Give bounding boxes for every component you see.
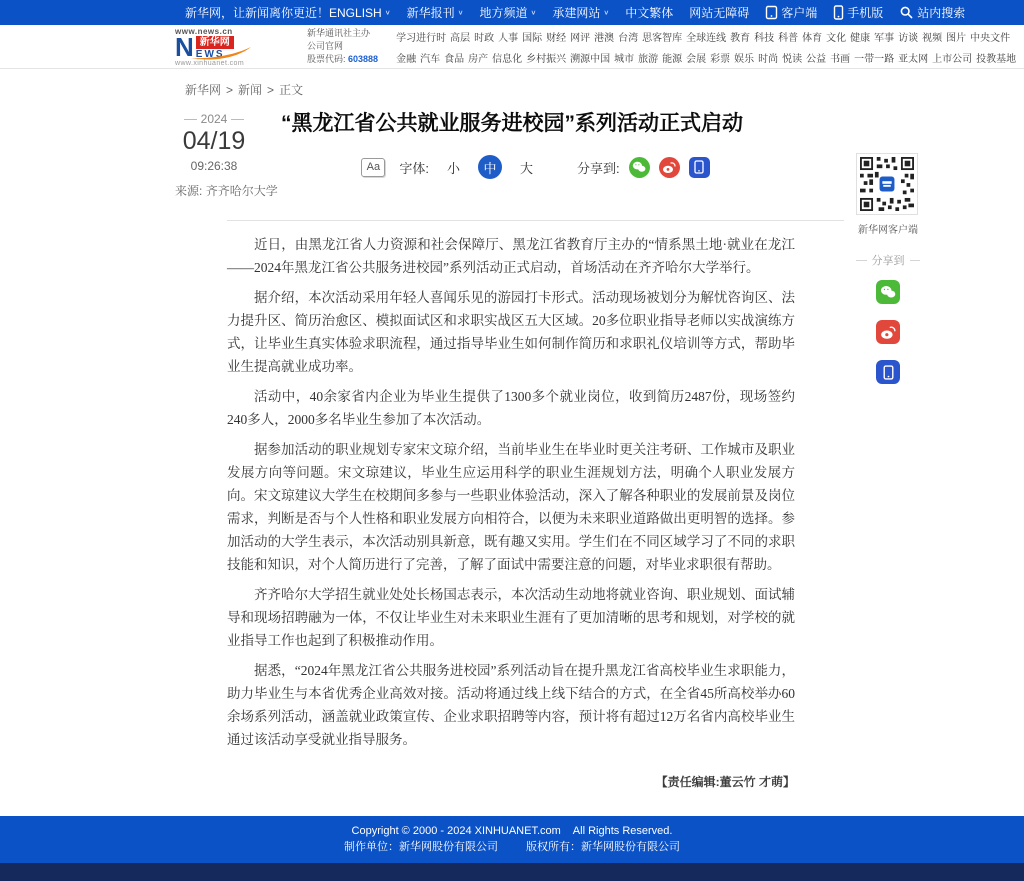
menu-traditional-chinese[interactable]: 中文繁体 bbox=[625, 6, 674, 20]
nav-row-1 bbox=[396, 29, 1011, 44]
copyright-line: Copyright © 2000 - 2024 XINHUANET.com All Rights Reserved. bbox=[351, 825, 673, 837]
nav-link[interactable]: 乡村振兴 bbox=[526, 53, 567, 65]
logo-chinese-name: 新华网 bbox=[196, 36, 234, 49]
nav-link[interactable]: 时政 bbox=[474, 32, 495, 44]
article-time: 09:26:38 bbox=[190, 159, 238, 173]
nav-link[interactable]: 高层 bbox=[450, 32, 471, 44]
article-tools bbox=[227, 155, 844, 179]
topbar-menus bbox=[329, 4, 965, 21]
article-date-block bbox=[175, 112, 278, 199]
nav-link[interactable]: 食品 bbox=[444, 53, 465, 65]
nav-link[interactable]: 文化 bbox=[826, 32, 847, 44]
nav-link[interactable]: 中央文件 bbox=[970, 32, 1011, 44]
chevron-down-icon: ∨ bbox=[530, 8, 537, 17]
logo-letter-n: N bbox=[175, 31, 194, 62]
menu-accessibility[interactable]: 网站无障碍 bbox=[689, 6, 750, 20]
logo-swoosh-icon bbox=[189, 46, 253, 60]
share-group bbox=[577, 157, 710, 178]
nav-link[interactable]: 健康 bbox=[850, 32, 871, 44]
article-body bbox=[227, 233, 795, 790]
article-date: 04/19 bbox=[182, 127, 246, 155]
client-app-button[interactable]: 客户端 bbox=[765, 4, 817, 21]
nav-link[interactable]: 港澳 bbox=[594, 32, 615, 44]
producer-line: 制作单位：新华网股份有限公司 版权所有：新华网股份有限公司 bbox=[344, 841, 680, 853]
article-paragraph: 齐齐哈尔大学招生就业处处长杨国志表示，本次活动生动地将就业咨询、职业规划、面试辅导和现场招聘融为一体，不仅让毕业生对未来职业生涯有了更加清晰的思考和规划，对学校的就业指导工作也起到了积极推动作用。 bbox=[227, 587, 795, 648]
logo-url-bottom: www.xinhuanet.com bbox=[175, 59, 245, 67]
site-search-button[interactable]: 站内搜索 bbox=[899, 4, 965, 21]
breadcrumb bbox=[185, 81, 1024, 98]
nav-link[interactable]: 财经 bbox=[546, 32, 567, 44]
wechat-icon bbox=[880, 285, 896, 299]
nav-link[interactable]: 汽车 bbox=[420, 53, 441, 65]
menu-hosted-sites[interactable]: 承建网站 ∨ bbox=[552, 6, 610, 20]
nav-link[interactable]: 教育 bbox=[730, 32, 751, 44]
nav-link[interactable]: 信息化 bbox=[492, 53, 523, 65]
nav-link[interactable]: 上市公司 bbox=[932, 53, 973, 65]
breadcrumb-separator: > bbox=[226, 82, 234, 97]
breadcrumb-current: 正文 bbox=[279, 83, 304, 97]
nav-link[interactable]: 时尚 bbox=[758, 53, 779, 65]
nav-link[interactable]: 溯源中国 bbox=[570, 53, 611, 65]
category-nav bbox=[396, 29, 1017, 65]
nav-link[interactable]: 金融 bbox=[396, 53, 417, 65]
weibo-icon bbox=[662, 161, 676, 174]
phone-icon bbox=[833, 5, 844, 20]
nav-link[interactable]: 思客智库 bbox=[642, 32, 683, 44]
title-divider bbox=[227, 220, 844, 221]
org-line-official: 公司官网 bbox=[307, 41, 344, 51]
font-large-button[interactable]: 大 bbox=[520, 160, 534, 176]
topbar bbox=[0, 0, 1024, 25]
nav-link[interactable]: 悦读 bbox=[782, 53, 803, 65]
article-paragraph: 据悉，“2024年黑龙江省公共服务进校园”系列活动旨在提升黑龙江省高校毕业生求职能力，助力毕业生与本省优秀企业高效对接。活动将通过线上线下结合的方式，在全省45所高校举办60余场系列活动，涵盖就业政策宣传、企业求职招聘等内容，预计将有超过12万名省内高校毕业生通过该活动享受就业指导服务。 bbox=[227, 663, 795, 747]
app-qr-code bbox=[856, 153, 918, 215]
nav-link[interactable]: 网评 bbox=[570, 32, 591, 44]
sidebar-share-title: 分享到 bbox=[856, 252, 920, 268]
menu-english[interactable]: ENGLISH ∨ bbox=[329, 5, 391, 20]
breadcrumb-separator: > bbox=[267, 82, 275, 97]
nav-link[interactable]: 军事 bbox=[874, 32, 895, 44]
nav-link[interactable]: 图片 bbox=[946, 32, 967, 44]
nav-link[interactable]: 书画 bbox=[830, 53, 851, 65]
nav-link[interactable]: 会展 bbox=[686, 53, 707, 65]
font-medium-button[interactable]: 中 bbox=[478, 155, 502, 179]
nav-link[interactable]: 人事 bbox=[498, 32, 519, 44]
logo-url-top: www.news.cn bbox=[175, 26, 233, 36]
tablet-icon bbox=[765, 5, 778, 20]
nav-link[interactable]: 科技 bbox=[754, 32, 775, 44]
app-share-button[interactable] bbox=[689, 157, 710, 178]
xinhuanet-logo[interactable] bbox=[175, 27, 293, 67]
nav-link[interactable]: 学习进行时 bbox=[396, 32, 447, 44]
article-paragraph: 近日，由黑龙江省人力资源和社会保障厅、黑龙江省教育厅主办的“情系黑土地·就业在龙江——2024年黑龙江省公共服务进校园”系列活动正式启动，首场活动在齐齐哈尔大学举行。 bbox=[227, 237, 795, 275]
nav-link[interactable]: 一带一路 bbox=[854, 53, 895, 65]
stock-line: 股票代码: 603888 bbox=[307, 54, 379, 64]
phone-icon bbox=[883, 365, 894, 380]
main-content bbox=[0, 69, 1024, 816]
weibo-icon bbox=[880, 325, 896, 340]
org-line-sponsor: 新华通讯社主办 bbox=[307, 28, 371, 38]
weibo-share-button[interactable] bbox=[876, 320, 900, 344]
right-sidebar bbox=[856, 153, 920, 384]
nav-link[interactable]: 体育 bbox=[802, 32, 823, 44]
wechat-share-button[interactable] bbox=[876, 280, 900, 304]
article-source: 来源: 齐齐哈尔大学 bbox=[175, 184, 278, 198]
nav-link[interactable]: 视频 bbox=[922, 32, 943, 44]
article-paragraph: 据参加活动的职业规划专家宋文琼介绍，当前毕业生在毕业时更关注考研、工作城市及职业发展方向等问题。宋文琼建议，毕业生应运用科学的职业生涯规划方法，明确个人职业发展方向。宋文琼建议大学生在校期间多参与一些职业体验活动，深入了解各种职业的发展前景及岗位需求，判断是否与个人性格和职业发展方向相符合，以便为未来职业道路做出更明智的选择。参加活动的大学生表示，本次活动别具新意，既有趣又实用。学生们在不同区域学习了不同的求职技能和知识，对个人简历进行了完善，了解了面试中需要注意的问题，对毕业求职很有帮助。 bbox=[227, 442, 795, 572]
font-size-icon: Aa bbox=[361, 158, 385, 177]
article-title: “黑龙江省公共就业服务进校园”系列活动正式启动 bbox=[281, 112, 743, 135]
wechat-icon bbox=[632, 161, 646, 173]
share-label: 分享到: bbox=[577, 160, 620, 176]
qr-code-image bbox=[860, 157, 914, 211]
nav-link[interactable]: 访谈 bbox=[898, 32, 919, 44]
qr-caption: 新华网客户端 bbox=[858, 225, 918, 236]
breadcrumb-home[interactable]: 新华网 bbox=[185, 83, 222, 97]
article-paragraph: 据介绍，本次活动采用年轻人喜闻乐见的游园打卡形式。活动现场被划分为解忧咨询区、法力提升区、简历治愈区、模拟面试区和求职实战区五大区域。20多位职业指导老师以实战演练方式，让毕业生真实体验求职流程，通过指导毕业生如何制作简历和求职礼仪培训等方式，帮助毕业生提高就业成功率。 bbox=[227, 290, 795, 374]
breadcrumb-news[interactable]: 新闻 bbox=[238, 83, 263, 97]
wechat-share-button[interactable] bbox=[629, 157, 650, 178]
nav-link[interactable]: 城市 bbox=[614, 53, 635, 65]
nav-link[interactable]: 旅游 bbox=[638, 53, 659, 65]
menu-local-channels[interactable]: 地方频道 ∨ bbox=[479, 6, 537, 20]
chevron-down-icon: ∨ bbox=[603, 8, 610, 17]
logo-ews-text: EWS bbox=[195, 48, 225, 60]
article-year: 2024 bbox=[200, 112, 228, 126]
nav-link[interactable]: 彩票 bbox=[710, 53, 731, 65]
nav-link[interactable]: 房产 bbox=[468, 53, 489, 65]
nav-row-2 bbox=[396, 50, 1017, 65]
chevron-down-icon: ∨ bbox=[457, 8, 464, 17]
site-header bbox=[0, 25, 1024, 69]
nav-link[interactable]: 娱乐 bbox=[734, 53, 755, 65]
nav-link[interactable]: 亚太网 bbox=[898, 53, 929, 65]
sidebar-share-icons bbox=[856, 280, 920, 384]
footer-bottom-strip bbox=[0, 863, 1024, 881]
nav-link[interactable]: 科普 bbox=[778, 32, 799, 44]
stock-code: 603888 bbox=[348, 54, 379, 64]
mobile-version-button[interactable]: 手机版 bbox=[833, 4, 883, 21]
nav-link[interactable]: 全球连线 bbox=[686, 32, 727, 44]
chevron-down-icon: ∨ bbox=[384, 8, 391, 17]
nav-link[interactable]: 台湾 bbox=[618, 32, 639, 44]
nav-link[interactable]: 国际 bbox=[522, 32, 543, 44]
weibo-share-button[interactable] bbox=[659, 157, 680, 178]
nav-link[interactable]: 投教基地 bbox=[976, 53, 1017, 65]
app-share-button[interactable] bbox=[876, 360, 900, 384]
org-info bbox=[307, 27, 378, 66]
font-size-label: 字体: bbox=[399, 160, 429, 176]
nav-link[interactable]: 公益 bbox=[806, 53, 827, 65]
font-small-button[interactable]: 小 bbox=[446, 160, 460, 176]
menu-xinhua-press[interactable]: 新华报刊 ∨ bbox=[406, 6, 464, 20]
phone-icon bbox=[694, 160, 704, 174]
search-icon bbox=[899, 5, 914, 20]
site-footer bbox=[0, 816, 1024, 863]
nav-link[interactable]: 能源 bbox=[662, 53, 683, 65]
article-paragraph: 活动中，40余家省内企业为毕业生提供了1300多个就业岗位，收到简历2487份，现场签约240多人，2000多名毕业生参加了本次活动。 bbox=[227, 389, 795, 427]
site-slogan: 新华网，让新闻离你更近！ bbox=[185, 6, 330, 20]
editor-note: 【责任编辑:董云竹 才萌】 bbox=[655, 775, 795, 789]
